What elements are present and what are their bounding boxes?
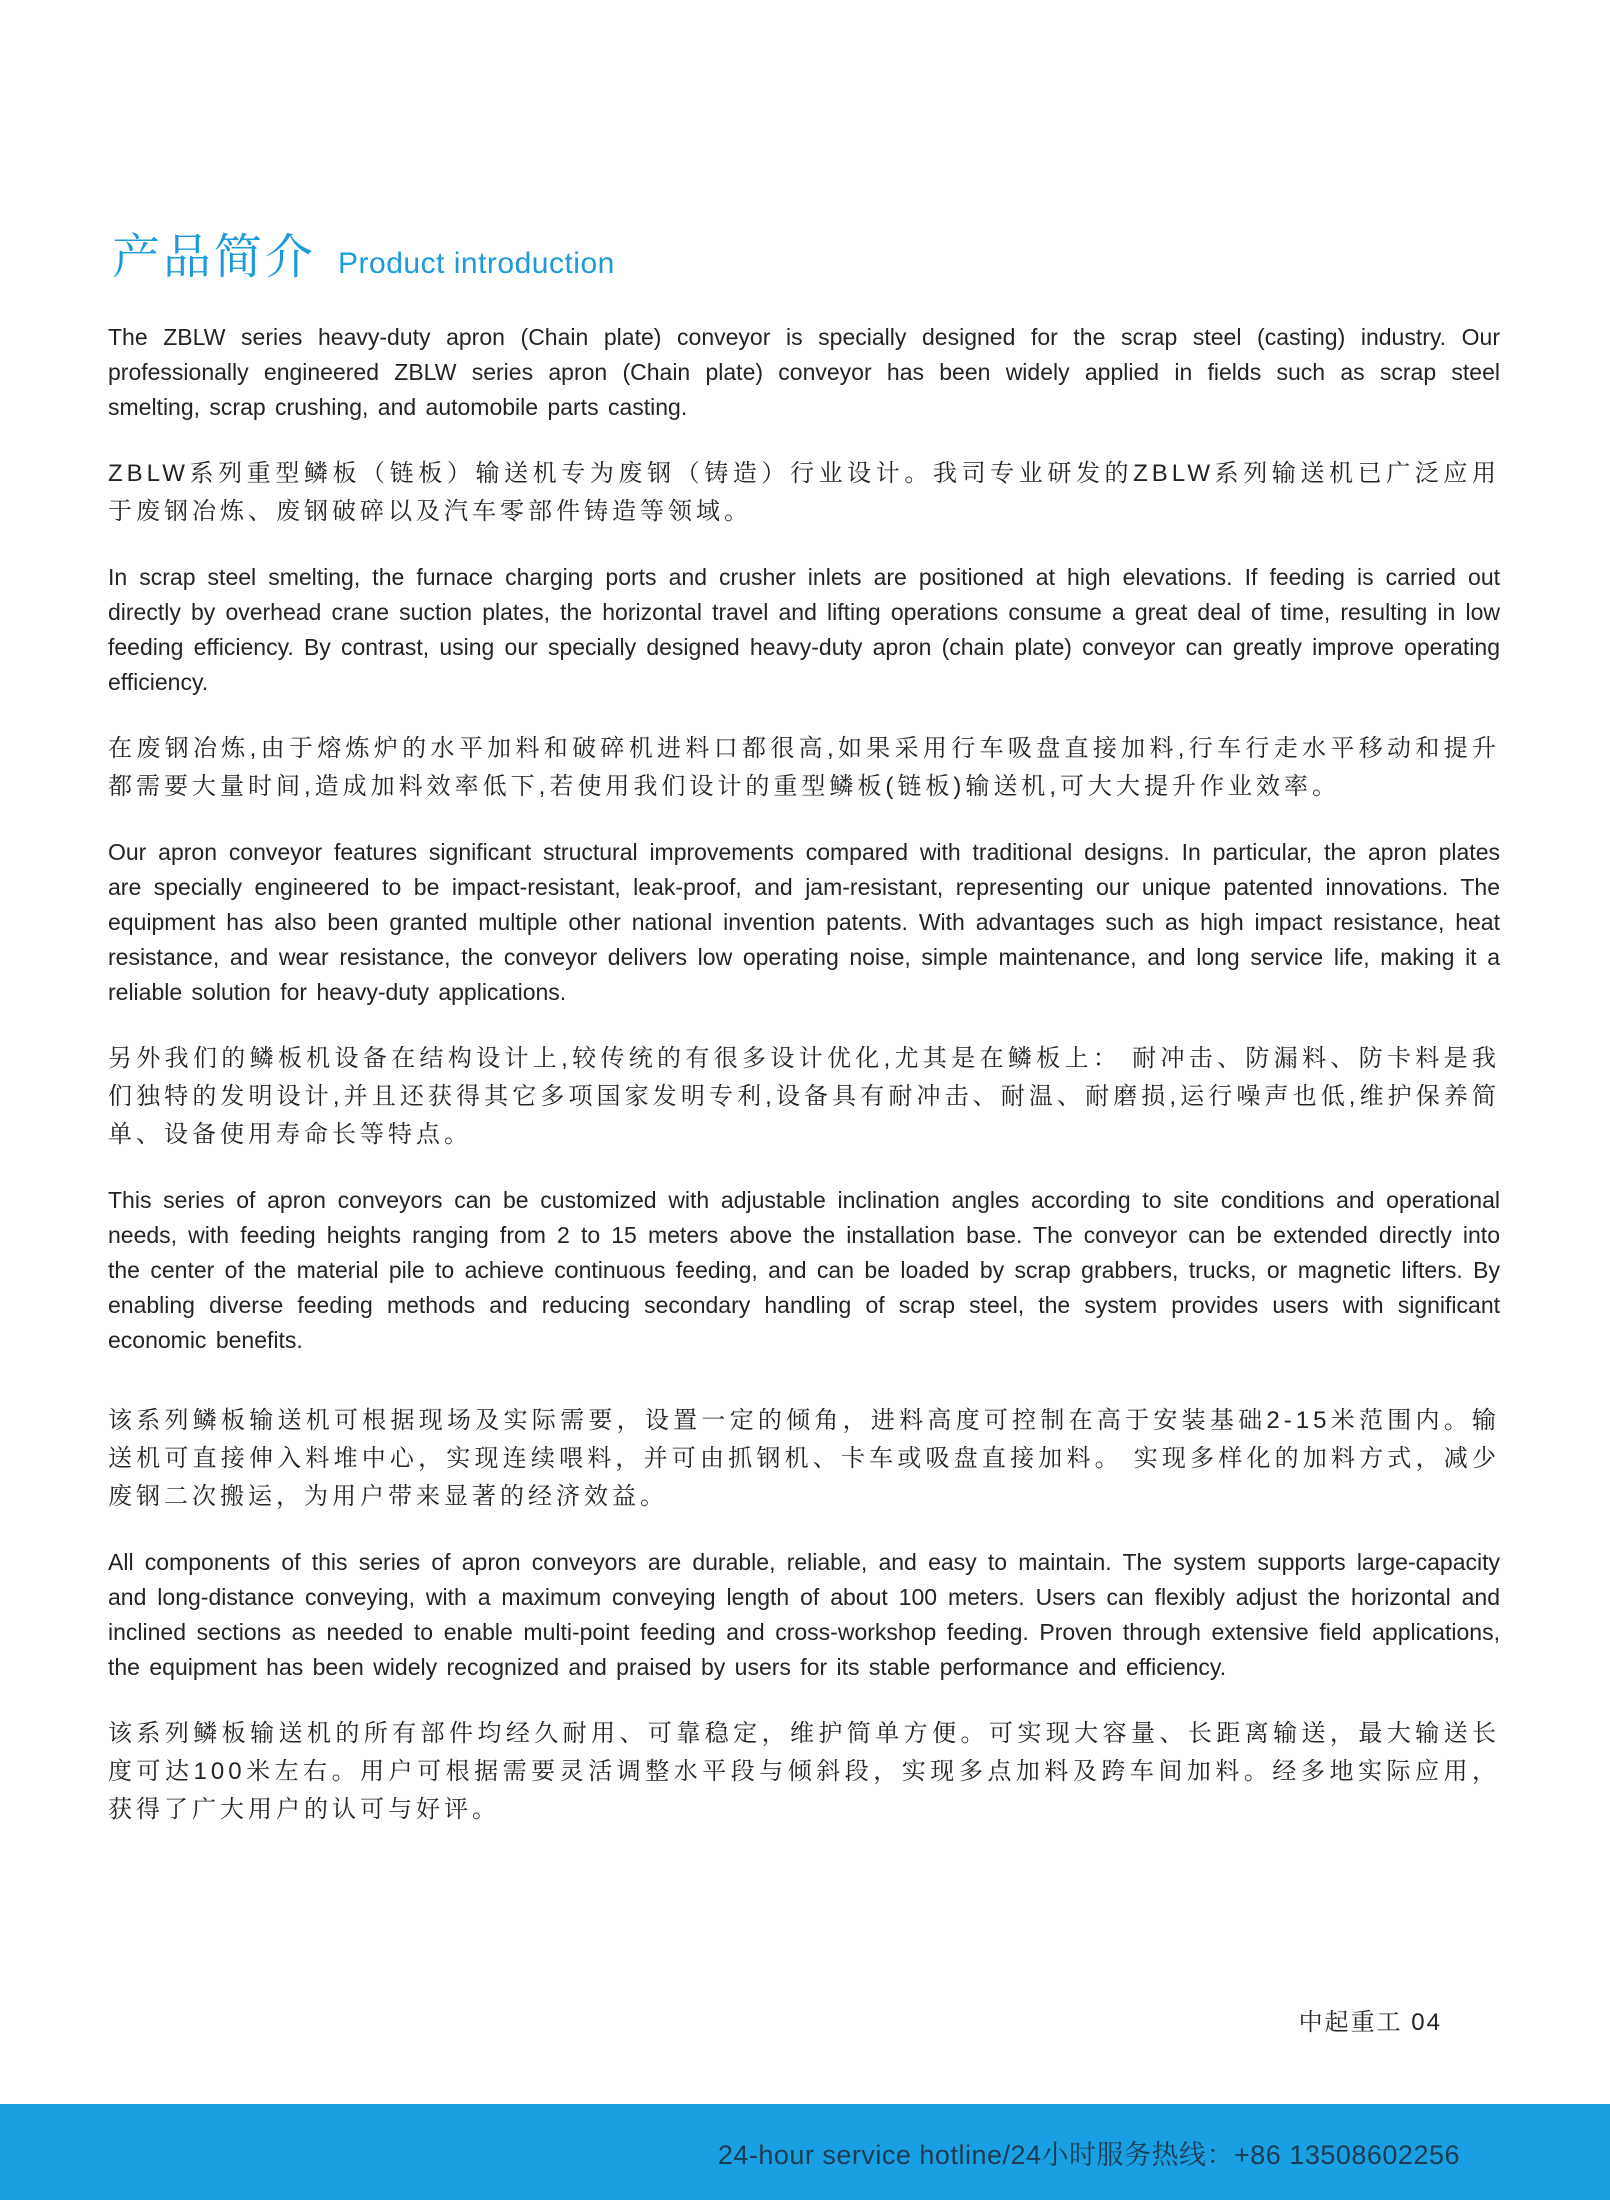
- body-content: [108, 320, 1500, 1858]
- hotline-bar: [0, 2104, 1610, 2200]
- hotline-text: 24-hour service hotline/24小时服务热线：+86 13508602256: [717, 2139, 1460, 2170]
- page-number-label: 中起重工 04: [1298, 2009, 1442, 2036]
- paragraph-en-2: In scrap steel smelting, the furnace charging ports and crusher inlets are positioned at high elevations. If feeding is carried out directly by overhead crane suction plates, the horizontal travel and lifting operations consume a great deal of time, resulting in low feeding efficiency. By contrast, using our specially designed heavy-duty apron (chain plate) conveyor can greatly improve operating efficiency.: [108, 564, 1500, 695]
- page-title-english: Product introduction: [338, 247, 615, 280]
- paragraph-en-1: The ZBLW series heavy-duty apron (Chain plate) conveyor is specially designed for the scrap steel (casting) industry. Our professionally engineered ZBLW series apron (Chain plate) conveyor has been widely applied in fields such as scrap steel smelting, scrap crushing, and automobile parts casting.: [108, 324, 1500, 420]
- paragraph-zh-3: 另外我们的鳞板机设备在结构设计上,较传统的有很多设计优化,尤其是在鳞板上： 耐冲击、防漏料、防卡料是我们独特的发明设计,并且还获得其它多项国家发明专利,设备具有耐冲击、耐温、耐磨损,运行噪声也低,维护保养简单、设备使用寿命长等特点。: [108, 1045, 1500, 1148]
- paragraph-zh-5: 该系列鳞板输送机的所有部件均经久耐用、可靠稳定，维护简单方便。可实现大容量、长距离输送，最大输送长度可达100米左右。用户可根据需要灵活调整水平段与倾斜段，实现多点加料及跨车间加料。经多地实际应用，获得了广大用户的认可与好评。: [108, 1720, 1500, 1823]
- paragraph-en-3: Our apron conveyor features significant structural improvements compared with traditional designs. In particular, the apron plates are specially engineered to be impact-resistant, leak-proof, and jam-resistant, representing our unique patented innovations. The equipment has also been granted multiple other national invention patents. With advantages such as high impact resistance, heat resistance, and wear resistance, the conveyor delivers low operating noise, simple maintenance, and long service life, making it a reliable solution for heavy-duty applications.: [108, 839, 1500, 1005]
- paragraph-zh-1: ZBLW系列重型鳞板（链板）输送机专为废钢（铸造）行业设计。我司专业研发的ZBLW系列输送机已广泛应用于废钢冶炼、废钢破碎以及汽车零部件铸造等领域。: [108, 460, 1500, 525]
- paragraph-en-4: This series of apron conveyors can be customized with adjustable inclination angles according to site conditions and operational needs, with feeding heights ranging from 2 to 15 meters above the installation base. The conveyor can be extended directly into the center of the material pile to achieve continuous feeding, and can be loaded by scrap grabbers, trucks, or magnetic lifters. By enabling diverse feeding methods and reducing secondary handling of scrap steel, the system provides users with significant economic benefits.: [108, 1187, 1500, 1353]
- paragraph-zh-4: 该系列鳞板输送机可根据现场及实际需要，设置一定的倾角，进料高度可控制在高于安装基础2-15米范围内。输送机可直接伸入料堆中心，实现连续喂料，并可由抓钢机、卡车或吸盘直接加料。 实现多样化的加料方式，减少废钢二次搬运，为用户带来显著的经济效益。: [108, 1407, 1500, 1510]
- page-title-chinese: 产品简介: [112, 231, 317, 284]
- section-header: [112, 218, 615, 287]
- paragraph-zh-2: 在废钢冶炼,由于熔炼炉的水平加料和破碎机进料口都很高,如果采用行车吸盘直接加料,行车行走水平移动和提升都需要大量时间,造成加料效率低下,若使用我们设计的重型鳞板(链板)输送机,可大大提升作业效率。: [108, 735, 1500, 800]
- paragraph-en-5: All components of this series of apron conveyors are durable, reliable, and easy to maintain. The system supports large-capacity and long-distance conveying, with a maximum conveying length of about 100 meters. Users can flexibly adjust the horizontal and inclined sections as needed to enable multi-point feeding and cross-workshop feeding. Proven through extensive field applications, the equipment has been widely recognized and praised by users for its stable performance and efficiency.: [108, 1549, 1500, 1680]
